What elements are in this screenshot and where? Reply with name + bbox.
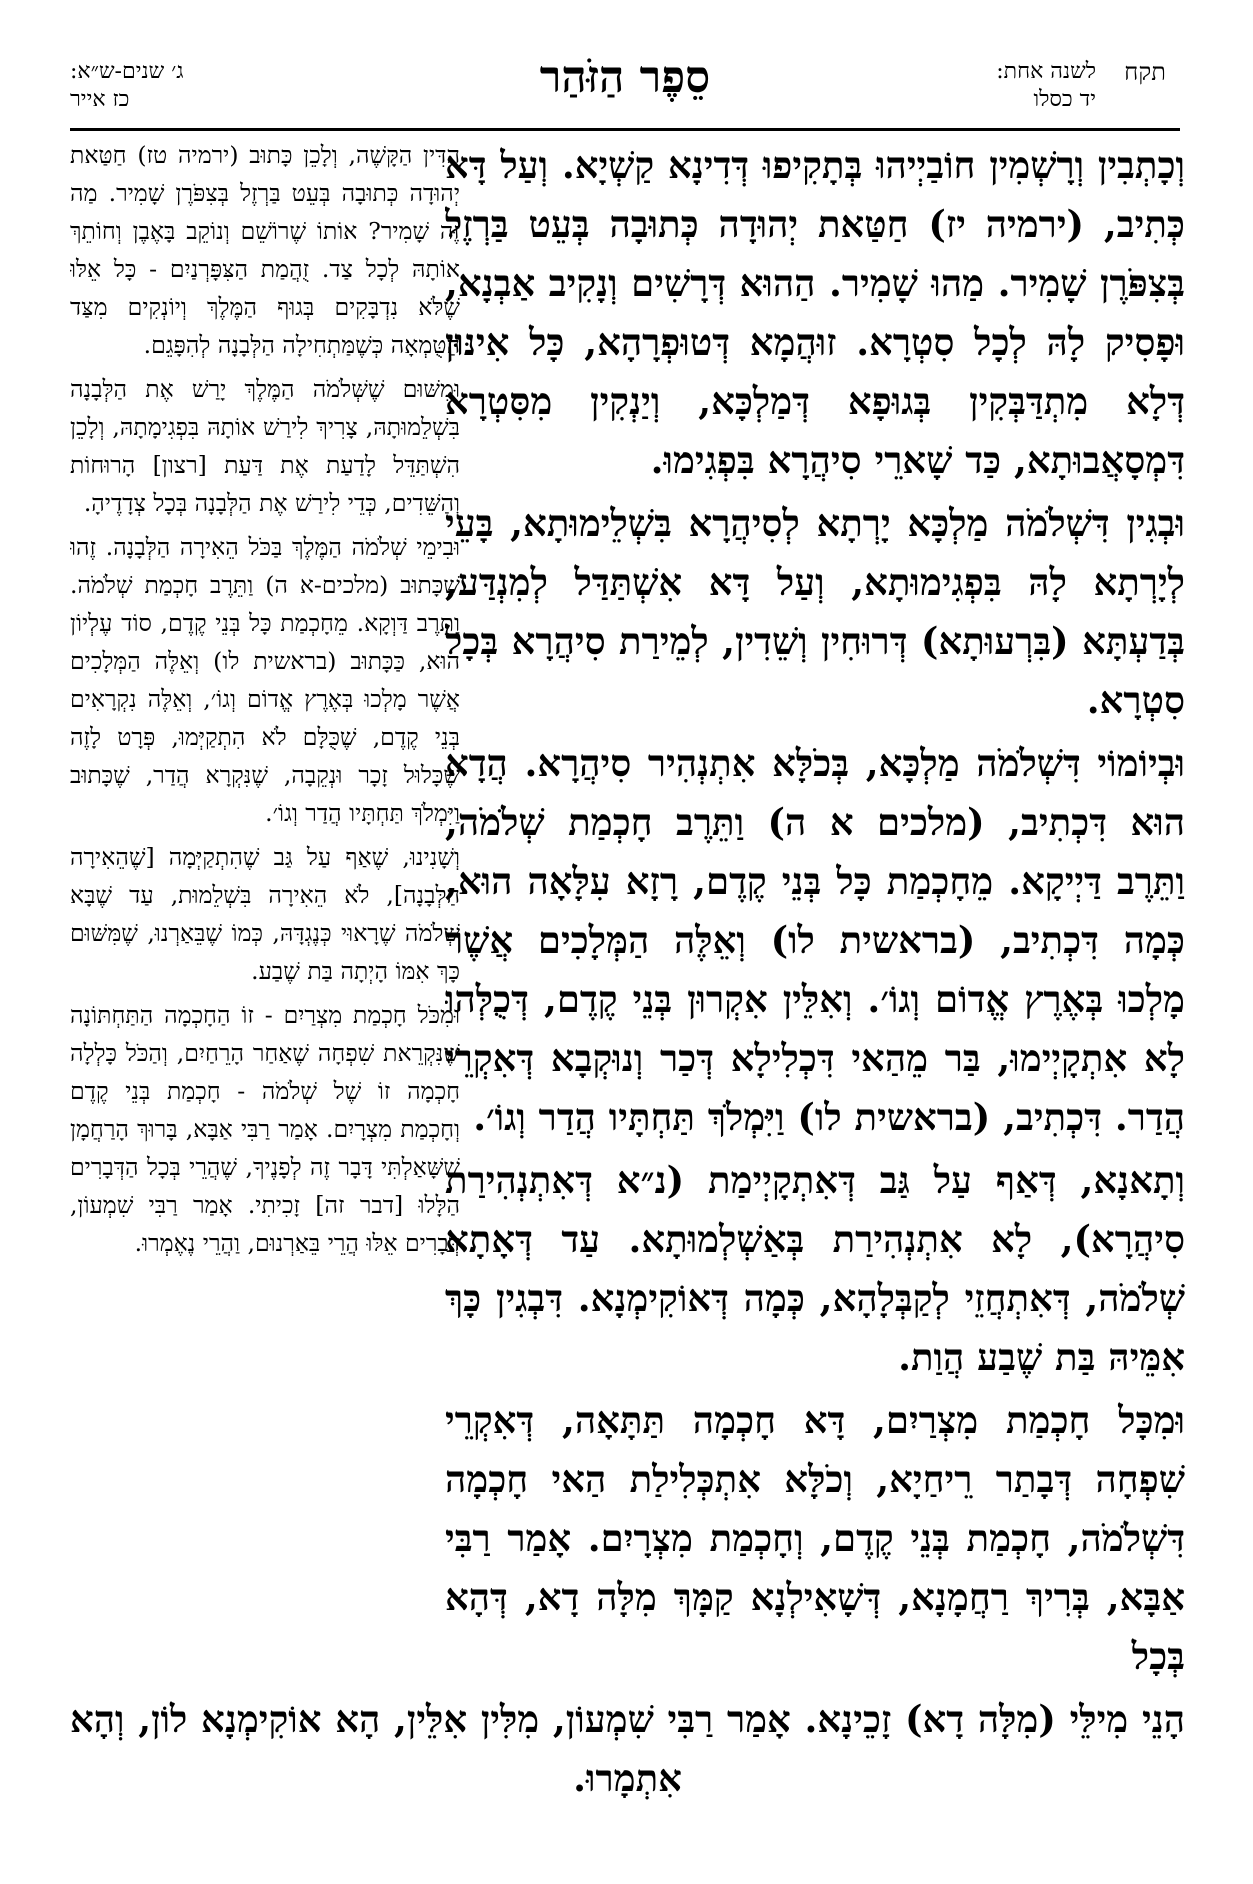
translation-column [70,136,460,1676]
header-right-line2: יד כסלו [1033,87,1096,112]
header-left-line2: כז אייר [70,87,130,112]
translation-paragraph: וְשָׁנִינוּ, שֶׁאַף עַל גַּב שֶׁהִתְקַיְּמָה [שֶׁהֵאִירָה הַלְּבָנָה], לֹא הֵאִירָה בִּשְׁלֵמוּת, עַד שֶׁבָּא שְׁלֹמֹה שֶׁרָאוּי כְּנֶגְדָּהּ, כְּמוֹ שֶׁבֵּאַרְנוּ, שֶׁמִּשּׁוּם כָּךְ אִמּוֹ הָיְתָה בַּת שֶׁבַע. [70,843,460,985]
page-number: תקח [1124,58,1166,86]
header-divider [70,128,1180,131]
page-header [70,52,1180,128]
header-left-line1: ג׳ שנים-ש״א: [70,59,184,84]
main-paragraph: וּמִכָּל חָכְמַת מִצְרַיִם, דָּא חָכְמָה תַּתָּאָה, דְּאִקְרֵי שִׁפְחָה דְּבָתַר רֵיחַיָא, וְכֹלָּא אִתְכְּלִילַת הַאי חָכְמָה דִּשְׁלֹמֹה, חָכְמַת בְּנֵי קֶדֶם, וְחָכְמַת מִצְרָיִם. אָמַר רַבִּי אַבָּא, בְּרִיךְ רַחֲמָנָא, דְּשָׁאִילְנָא קַמָּךְ מִלָּה דָא, דְּהָא בְּכָל [445,1398,1185,1678]
header-left-info [70,58,184,114]
translation-paragraph: וּמִכֹּל חָכְמַת מִצְרַיִם - זוֹ הַחָכְמָה הַתַּחְתּוֹנָה שֶׁנִּקְרֵאת שִׁפְחָה שֶׁאַחַר הָרֵחַיִם, וְהַכֹּל כָּלְלָה חָכְמָה זוֹ שֶׁל שְׁלֹמֹה - חָכְמַת בְּנֵי קֶדֶם וְחָכְמַת מִצְרָיִם. אָמַר רַבִּי אַבָּא, בָּרוּךְ הָרַחֲמָן שֶׁשָּׁאַלְתִּי דָּבָר זֶה לְפָנֶיךָ, שֶׁהֲרֵי בְּכָל הַדְּבָרִים הַלָּלוּ [דבר זה] זָכִיתִי. אָמַר רַבִּי שִׁמְעוֹן, דְּבָרִים אֵלּוּ הֲרֵי בֵּאַרְנוּם, וַהֲרֵי נֶאֶמְרוּ. [70,1001,460,1257]
translation-paragraph: וּמִשּׁוּם שֶׁשְּׁלֹמֹה הַמֶּלֶךְ יָרַשׁ אֶת הַלְּבָנָה בִּשְׁלֵמוּתָהּ, צָרִיךְ לִירַשׁ אוֹתָהּ בִּפְגִימָתָהּ, וְלָכֵן הִשְׁתַּדֵּל לָדַעַת אֶת דַּעַת [רצון] הָרוּחוֹת וְהַשֵּׁדִים, כְּדֵי לִירַשׁ אֶת הַלְּבָנָה בְּכָל צְדָדֶיהָ. [70,375,460,517]
main-paragraph: וּבְיוֹמוֹי דִּשְׁלֹמֹה מַלְכָּא, בְּכֹלָּא אִתְנְהִיר סִיהֲרָא. הֲדָא הוּא דִּכְתִיב, (מלכים א ה) וַתֵּרֶב חָכְמַת שְׁלֹמֹה, וַתֵּרֶב דַּיְיקָא. מֵחָכְמַת כָּל בְּנֵי קֶדֶם, רָזָא עִלָּאָה הוּא, כְּמָה דִּכְתִיב, (בראשית לו) וְאֵלֶּה הַמְּלָכִים אֲשֶׁר מָלְכוּ בְּאֶרֶץ אֱדוֹם וְגוֹ׳. וְאִלֵּין אִקְרוּן בְּנֵי קֶדֶם, דְּכֻלְּהוּ לָא אִתְקָיְימוּ, בַּר מֵהַאי דִּכְלִילָא דְּכַר וְנוּקְבָא דְּאִקְרֵי הֲדַר. דִּכְתִיב, (בראשית לו) וַיִּמְלֹךְ תַּחְתָּיו הֲדַר וְגוֹ׳. [445,741,1185,1139]
main-paragraph: וְתָאנָא, דְּאַף עַל גַּב דְּאִתְקָיְימַת (נ״א דְּאִתְנְהִירַת סִיהֲרָא), לָא אִתְנְהִירַת בְּאַשְׁלְמוּתָא. עַד דְּאָתָא שְׁלֹמֹה, דְּאִתְחֲזֵי לְקַבְּלָהָא, כְּמָה דְּאוֹקִימְנָא. דִּבְגִין כָּךְ אִמֵּיהּ בַּת שֶׁבַע הֲוַת. [445,1158,1185,1379]
main-text-column [445,136,1185,1686]
header-right-line1: לשנה אחת: [996,59,1096,84]
translation-paragraph: הַדִּין הַקָּשֶׁה, וְלָכֵן כָּתוּב (ירמיה טז) חַטַּאת יְהוּדָה כְּתוּבָה בְּעֵט בַּרְזֶל בְּצִפֹּרֶן שָׁמִיר. מַה זֶּה שָׁמִיר? אוֹתוֹ שֶׁרוֹשֵׁם וְנוֹקֵב בָּאֶבֶן וְחוֹתֵךְ אוֹתָהּ לְכָל צַד. זֻהֲמַת הַצִּפָּרְנַיִם - כָּל אֵלּוּ שֶׁלֹּא נִדְבָּקִים בְּגוּף הַמֶּלֶךְ וְיוֹנְקִים מִצַּד הַטֻּמְאָה כְּשֶׁמַּתְחִילָה הַלְּבָנָה לְהִפָּגֵם. [70,141,460,359]
main-paragraph: וְכָתְבִין וְרָשְׁמִין חוֹבַיְיהוּ בְּתָקִיפוּ דְּדִינָא קַשְׁיָא. וְעַל דָּא כְּתִיב, (ירמיה יז) חַטַּאת יְהוּדָה כְּתוּבָה בְּעֵט בַּרְזֶל בְּצִפֹּרֶן שָׁמִיר. מַהוּ שָׁמִיר. הַהוּא דְּרָשִׁים וְנָקִיב אַבְנָא, וּפָסִיק לָהּ לְכָל סִטְרָא. זוּהֲמָא דְּטוּפְרָהָא, כָּל אִינּוּן דְּלָא מִתְדַּבְּקִין בְּגוּפָא דְּמַלְכָּא, וְיַנְקִין מִסִּטְרָא דִּמְסָאֲבוּתָא, כַּד שָׁארֵי סִיהֲרָא בִּפְגִימוּ. [445,143,1185,482]
translation-paragraph: וּבִימֵי שְׁלֹמֹה הַמֶּלֶךְ בַּכֹּל הֵאִירָה הַלְּבָנָה. זֶהוּ שֶׁכָּתוּב (מלכים-א ה) וַתֵּרֶב חָכְמַת שְׁלֹמֹה. וַתֵּרֶב דַּוְקָא. מֵחָכְמַת כָּל בְּנֵי קֶדֶם, סוֹד עֶלְיוֹן הוּא, כַּכָּתוּב (בראשית לו) וְאֵלֶּה הַמְּלָכִים אֲשֶׁר מָלְכוּ בְּאֶרֶץ אֱדוֹם וְגוֹ׳, וְאֵלֶּה נִקְרָאִים בְּנֵי קֶדֶם, שֶׁכֻּלָּם לֹא הִתְקַיְּמוּ, פְּרָט לָזֶה שֶׁכָּלוּל זָכָר וּנְקֵבָה, שֶׁנִּקְרָא הֲדַר, שֶׁכָּתוּב וַיִּמְלֹךְ תַּחְתָּיו הֲדַר וְגוֹ׳. [70,533,460,827]
main-text-footer: הָנֵי מִילֵּי (מִלָּה דָא) זָכֵינָא. אָמַר רַבִּי שִׁמְעוֹן, מִלִּין אִלֵּין, הָא אוֹקִימְנָא לוֹן, וְהָא אִתְמָרוּ. [70,1697,1185,1800]
book-title: סֵפֶר הַזֹּהַר [539,52,711,103]
main-paragraph: וּבְגִין דִּשְׁלֹמֹה מַלְכָּא יָרְתָא לְסִיהֲרָא בִּשְׁלֵימוּתָא, בָּעֵי לְיָרְתָא לָהּ בִּפְגִימוּתָא, וְעַל דָּא אִשְׁתַּדַּל לְמִנְדַּע, בְּדַעְתָּא (בִּרְעוּתָא) דְּרוּחִין וְשֵׁדִין, לְמֵירַת סִיהֲרָא בְּכָל סִטְרָא. [445,501,1185,722]
